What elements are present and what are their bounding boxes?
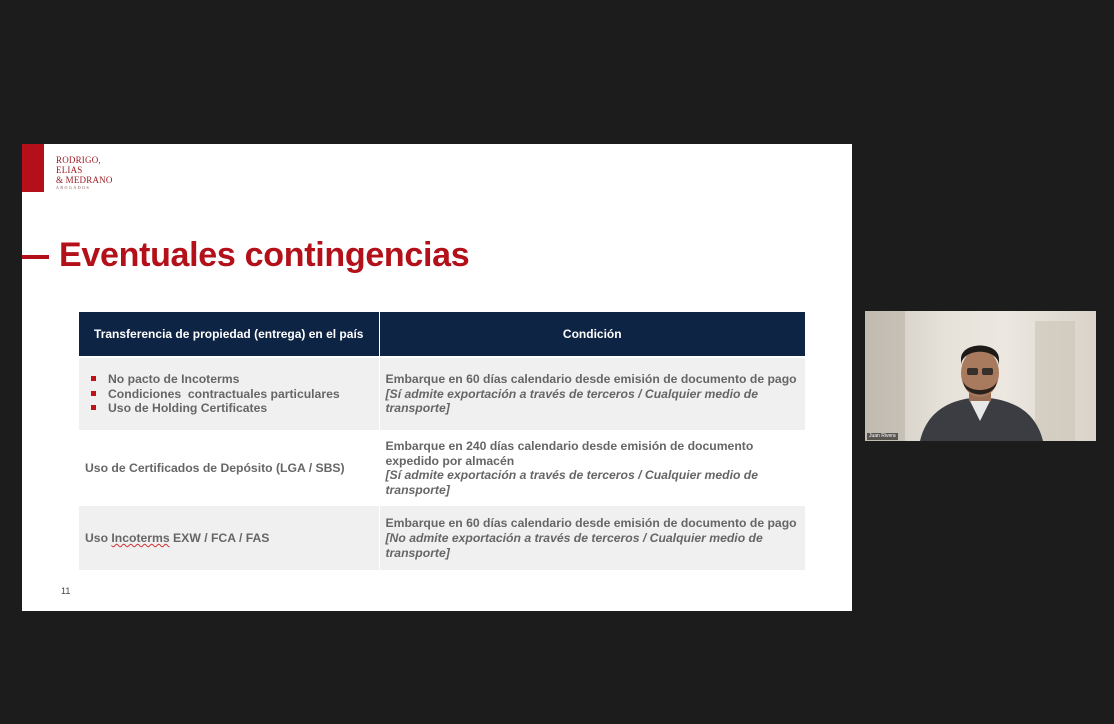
bullet-list	[85, 372, 373, 416]
participant-video-tile[interactable]	[865, 311, 1096, 441]
condition-cell: Embarque en 60 días calendario desde emisión de documento de pago [Sí admite exportación a través de terceros / Cualquier medio de transporte]	[379, 357, 805, 431]
row-label-cell	[79, 357, 379, 431]
bullet-square-icon	[91, 391, 96, 396]
spellcheck-word: Incoterms	[111, 531, 170, 546]
list-item: Condiciones contractuales particulares	[89, 387, 373, 402]
table-row	[79, 505, 805, 570]
table-row	[79, 357, 805, 431]
table-header-row	[79, 312, 805, 357]
conditions-table	[79, 312, 805, 570]
row-label-cell: Uso Incoterms EXW / FCA / FAS	[79, 505, 379, 570]
column-header-transfer: Transferencia de propiedad (entrega) en el país	[79, 312, 379, 357]
bullet-square-icon	[91, 405, 96, 410]
slide-page-number: 11	[61, 586, 71, 596]
participant-name-tag: Juan Rivera	[869, 433, 896, 439]
table-row	[79, 431, 805, 505]
row-label-cell: Uso de Certificados de Depósito (LGA / SBS)	[79, 431, 379, 505]
column-header-condition: Condición	[379, 312, 805, 357]
logo-bar	[22, 144, 44, 192]
slide-title: Eventuales contingencias	[59, 236, 470, 274]
condition-cell: Embarque en 240 días calendario desde emisión de documento expedido por almacén [Sí admite exportación a través de terceros / Cualquier medio de transporte]	[379, 431, 805, 505]
title-accent-dash	[22, 255, 49, 259]
condition-cell: Embarque en 60 días calendario desde emisión de documento de pago [No admite exportación a través de terceros / Cualquier medio de transporte]	[379, 505, 805, 570]
participant-video-feed	[865, 311, 1096, 441]
firm-logo: RODRIGO, ELIAS & MEDRANO ABOGADOS	[56, 155, 113, 190]
list-item: Uso de Holding Certificates	[89, 401, 373, 416]
presentation-slide	[22, 144, 852, 611]
list-item: No pacto de Incoterms	[89, 372, 373, 387]
bullet-square-icon	[91, 376, 96, 381]
